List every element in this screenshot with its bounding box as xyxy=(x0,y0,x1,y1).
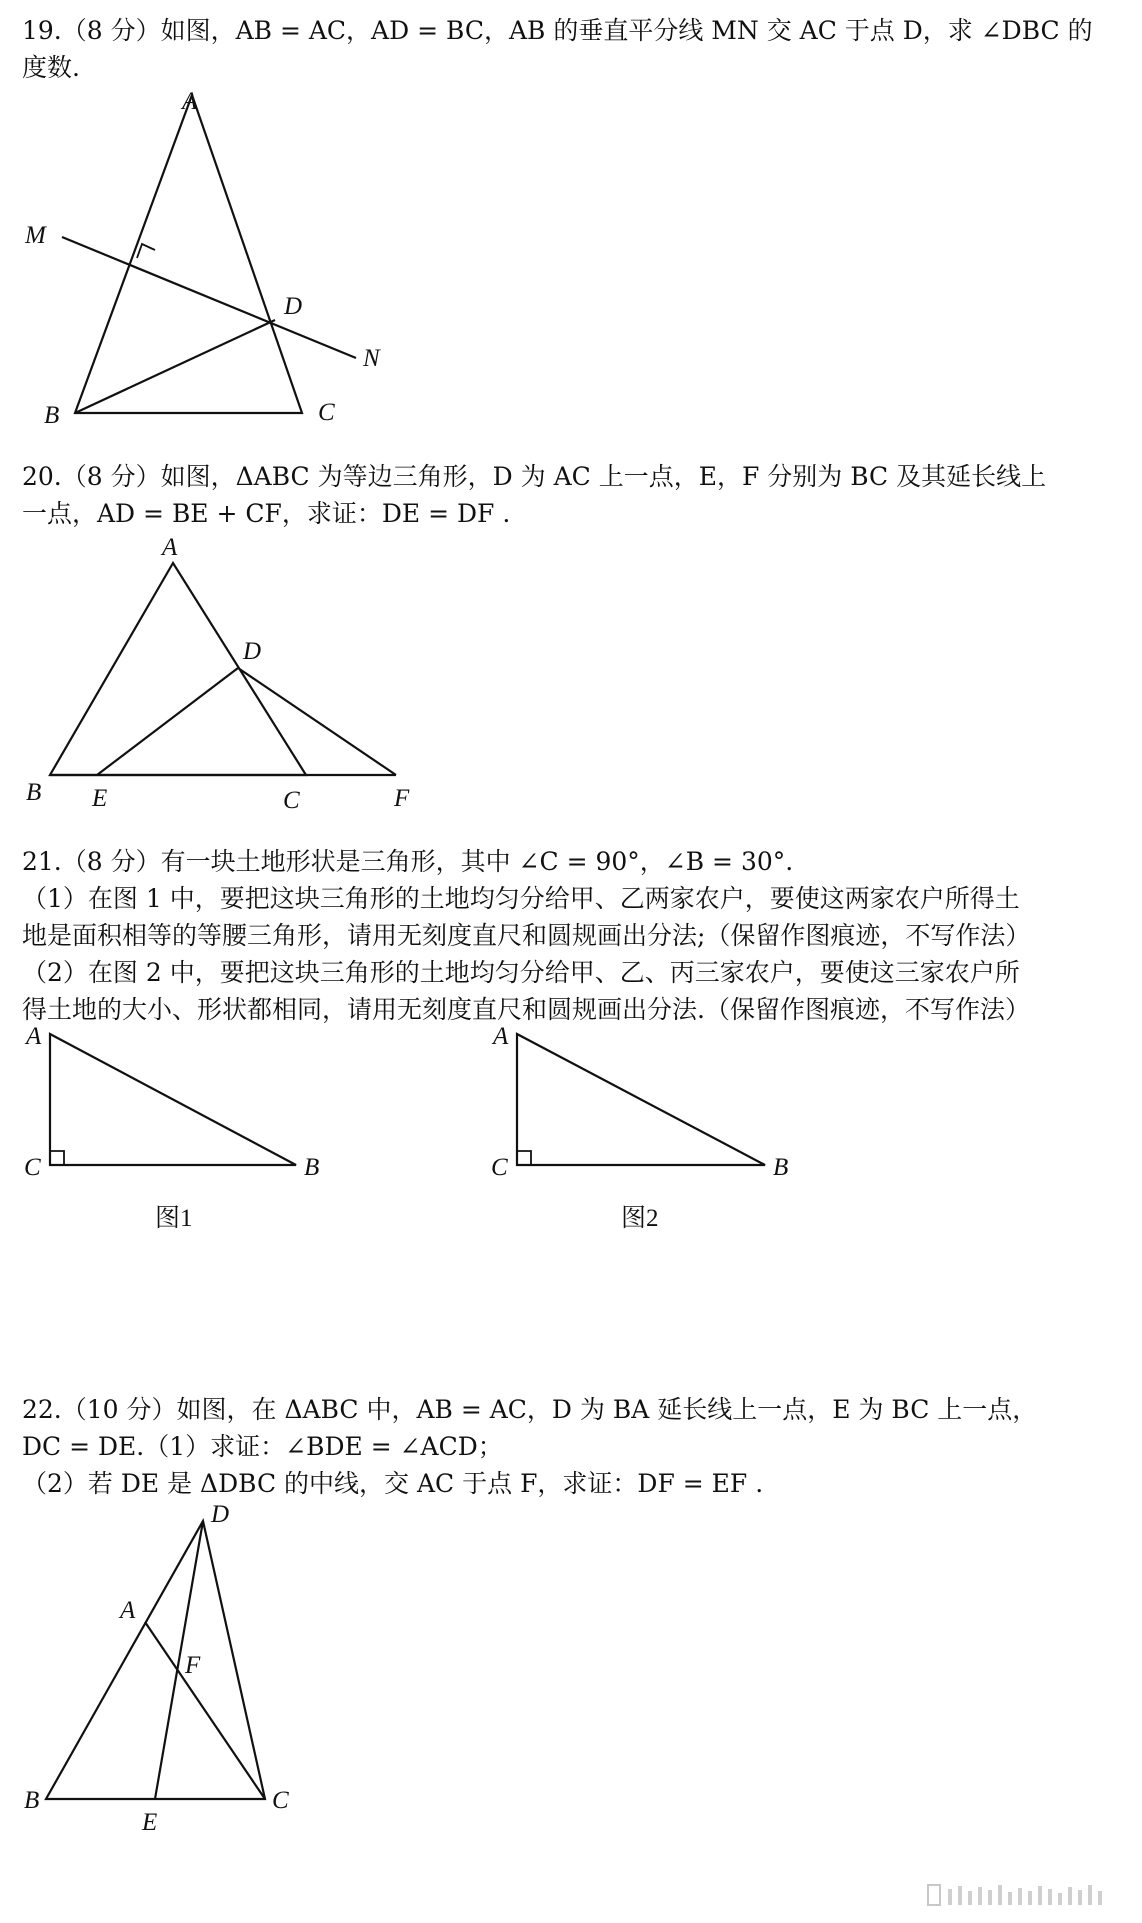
q21-fig2-label-b: B xyxy=(773,1154,789,1181)
q22-label-c: C xyxy=(272,1787,289,1814)
q22-label-d: D xyxy=(211,1501,230,1528)
q21-text-line3: 地是面积相等的等腰三角形，请用无刻度直尺和圆规画出分法;（保留作图痕迹，不写作法） xyxy=(22,921,1031,950)
q21-text-line2: （1）在图 1 中，要把这块三角形的土地均匀分给甲、乙两家农户，要使这两家农户所得土 xyxy=(22,884,1020,913)
q22-label-e: E xyxy=(142,1809,158,1836)
q21-fig2-caption: 图2 xyxy=(621,1205,659,1232)
q19-label-c: C xyxy=(318,399,335,426)
q21-text-line5: 得土地的大小、形状都相同，请用无刻度直尺和圆规画出分法.（保留作图痕迹，不写作法） xyxy=(22,995,1030,1024)
q21-fig2-label-a: A xyxy=(493,1023,509,1050)
q19-label-n: N xyxy=(363,345,380,372)
q21-fig2-label-c: C xyxy=(491,1154,508,1181)
q22-label-b: B xyxy=(24,1787,40,1814)
q21-fig2-right-angle-mark xyxy=(517,1151,531,1165)
watermark-logo xyxy=(926,1881,1116,1909)
q21-fig1-label-a: A xyxy=(26,1023,42,1050)
q21-fig2-triangle xyxy=(517,1034,765,1165)
q22-label-a: A xyxy=(120,1597,136,1624)
q20-label-c: C xyxy=(283,787,300,814)
q20-label-f: F xyxy=(394,785,410,812)
q19-label-d: D xyxy=(284,293,303,320)
q19-label-a: A xyxy=(182,88,198,115)
q20-text-line1: 20.（8 分）如图，ΔABC 为等边三角形，D 为 AC 上一点，E，F 分别为 BC 及其延长线上 xyxy=(22,462,1047,491)
q21-fig1-caption: 图1 xyxy=(155,1205,193,1232)
q22-text-line2: DC = DE.（1）求证：∠BDE = ∠ACD； xyxy=(22,1432,503,1461)
q21-fig1-label-b: B xyxy=(304,1154,320,1181)
q22-text-line3: （2）若 DE 是 ΔDBC 的中线，交 AC 于点 F，求证：DF = EF . xyxy=(22,1469,764,1498)
q20-label-d: D xyxy=(243,638,262,665)
q19-text-line2: 度数. xyxy=(22,53,80,82)
q19-label-b: B xyxy=(44,402,60,429)
q21-fig1-label-c: C xyxy=(24,1154,41,1181)
q22-figure xyxy=(0,0,320,1840)
q22-line-ac xyxy=(145,1622,265,1799)
q20-label-b: B xyxy=(26,779,42,806)
q22-text-line1: 22.（10 分）如图，在 ΔABC 中，AB = AC，D 为 BA 延长线上一点，E 为 BC 上一点， xyxy=(22,1395,1038,1424)
q20-label-a: A xyxy=(162,534,178,561)
q19-label-m: M xyxy=(25,222,46,249)
q21-text-line1: 21.（8 分）有一块土地形状是三角形，其中 ∠C = 90°，∠B = 30°. xyxy=(22,847,794,876)
q19-text-line1: 19.（8 分）如图，AB = AC，AD = BC，AB 的垂直平分线 MN 交 AC 于点 D，求 ∠DBC 的 xyxy=(22,16,1093,45)
q20-label-e: E xyxy=(92,785,108,812)
q22-triangle-dbc xyxy=(46,1521,265,1799)
q21-text-line4: （2）在图 2 中，要把这块三角形的土地均匀分给甲、乙、丙三家农户，要使这三家农户所 xyxy=(22,958,1020,987)
q22-label-f: F xyxy=(185,1652,201,1679)
q20-text-line2: 一点，AD = BE + CF，求证：DE = DF . xyxy=(22,499,511,528)
